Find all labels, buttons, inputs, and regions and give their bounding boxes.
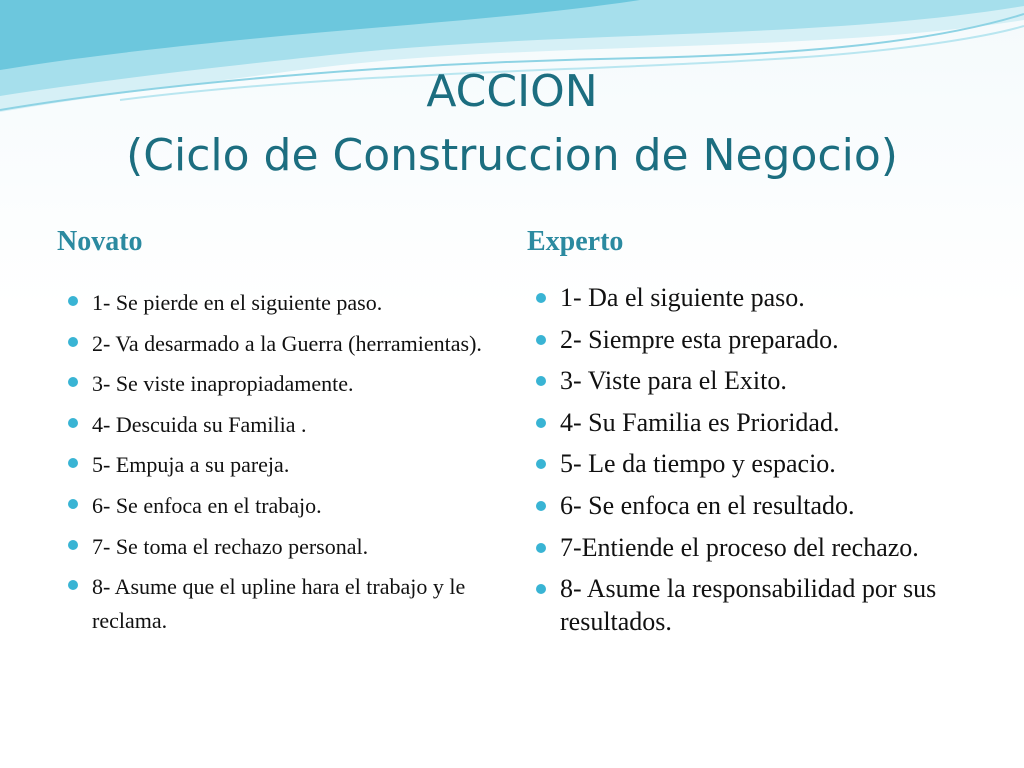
list-item	[530, 531, 970, 564]
list-item	[62, 367, 502, 401]
bullet-icon	[536, 501, 546, 511]
list-item	[530, 406, 970, 439]
list-item	[62, 530, 502, 564]
bullet-icon	[536, 543, 546, 553]
bullet-icon	[68, 458, 78, 468]
slide-title	[0, 60, 1024, 188]
list-item	[62, 448, 502, 482]
experto-list	[530, 281, 970, 647]
bullet-icon	[536, 418, 546, 428]
bullet-icon	[68, 337, 78, 347]
list-item-text: 6- Se enfoca en el trabajo.	[92, 492, 322, 518]
title-line-2: (Ciclo de Construccion de Negocio)	[126, 130, 898, 181]
list-item-text: 2- Va desarmado a la Guerra (herramientas).	[92, 330, 482, 356]
bullet-icon	[68, 540, 78, 550]
list-item-text: 8- Asume que el upline hara el trabajo y le reclama.	[92, 574, 466, 634]
list-item-text: 7-Entiende el proceso del rechazo.	[560, 532, 919, 562]
list-item-text: 3- Se viste inapropiadamente.	[92, 371, 354, 397]
bullet-icon	[68, 296, 78, 306]
bullet-icon	[536, 376, 546, 386]
novato-heading: Novato	[57, 226, 143, 257]
list-item	[62, 286, 502, 320]
list-item-text: 7- Se toma el rechazo personal.	[92, 533, 369, 559]
bullet-icon	[68, 499, 78, 509]
bullet-icon	[536, 293, 546, 303]
bullet-icon	[536, 584, 546, 594]
list-item	[530, 323, 970, 356]
list-item	[62, 327, 502, 361]
list-item	[62, 570, 502, 638]
list-item-text: 3- Viste para el Exito.	[560, 366, 787, 396]
title-line-1: ACCION	[426, 66, 598, 117]
list-item	[530, 364, 970, 397]
list-item	[530, 447, 970, 480]
list-item	[530, 489, 970, 522]
bullet-icon	[68, 580, 78, 590]
bullet-icon	[68, 377, 78, 387]
list-item	[530, 281, 970, 314]
list-item	[62, 489, 502, 523]
list-item	[62, 408, 502, 442]
list-item-text: 2- Siempre esta preparado.	[560, 324, 839, 354]
list-item	[530, 572, 970, 638]
list-item-text: 5- Le da tiempo y espacio.	[560, 449, 836, 479]
list-item-text: 4- Su Familia es Prioridad.	[560, 407, 840, 437]
list-item-text: 8- Asume la responsabilidad por sus resultados.	[560, 574, 937, 637]
experto-heading: Experto	[527, 226, 624, 257]
bullet-icon	[536, 335, 546, 345]
novato-list	[62, 286, 502, 645]
list-item-text: 1- Da el siguiente paso.	[560, 283, 805, 312]
bullet-icon	[536, 459, 546, 469]
list-item-text: 1- Se pierde en el siguiente paso.	[92, 290, 383, 315]
bullet-icon	[68, 418, 78, 428]
list-item-text: 6- Se enfoca en el resultado.	[560, 490, 855, 520]
list-item-text: 4- Descuida su Familia .	[92, 411, 307, 437]
list-item-text: 5- Empuja a su pareja.	[92, 452, 290, 478]
